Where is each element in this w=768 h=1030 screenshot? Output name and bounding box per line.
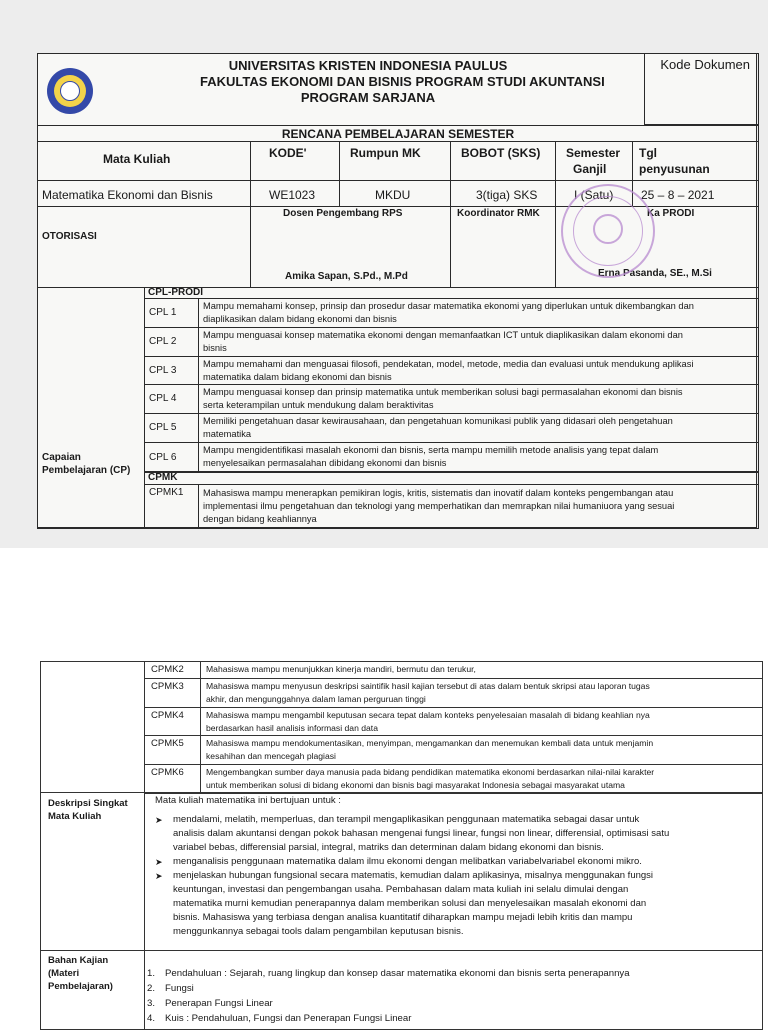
deskripsi-intro: Mata kuliah matematika ini bertujuan untuk : — [155, 795, 341, 806]
cpmk-code: CPMK5 — [151, 738, 184, 749]
kode-header: KODE' — [269, 146, 307, 160]
cpl-code: CPL 1 — [149, 307, 177, 318]
bahan-label-line3: Pembelajaran) — [48, 981, 113, 992]
university-logo — [47, 68, 93, 114]
cpl-code: CPL 2 — [149, 336, 177, 347]
tgl-header: Tgl — [639, 146, 657, 160]
cpl-prodi-header: CPL-PRODI — [148, 287, 203, 298]
deskripsi-bullet: ➤ menganalisis penggunaan matematika dalam ilmu ekonomi dengan melibatkan variabelvariabel ekonomi mikro. — [155, 856, 642, 867]
cpmk-description: Mengembangkan sumber daya manusia pada bidang pendidikan matematika ekonomi berdasarkan nilai-nilai karakter untuk memberikan solusi di bidang ekonomi dan bisnis bagi masyarakat Indonesia sebagai masyarakat utama — [200, 764, 763, 794]
rps-title: RENCANA PEMBELAJARAN SEMESTER — [281, 127, 515, 141]
faculty-stamp — [561, 184, 655, 278]
cpl-code: CPL 5 — [149, 422, 177, 433]
bahan-item: 2. Fungsi — [147, 983, 194, 994]
page-2-table — [40, 661, 762, 1024]
kaprodi-label: Ka PRODI — [647, 208, 695, 219]
faculty-name: FAKULTAS EKONOMI DAN BISNIS PROGRAM STUDI AKUNTANSI — [200, 74, 605, 89]
cpl-code: CPL 4 — [149, 393, 177, 404]
bahan-label-line2: (Materi — [48, 968, 80, 979]
course-bobot: 3(tiga) SKS — [476, 188, 538, 202]
deskripsi-bullet: ➤ mendalami, melatih, memperluas, dan terampil mengaplikasikan penggunaan matematika sebagai dasar untuk analisis dalam akuntansi dengan pokok bahasan mengenai fungsi linear, fungsi non linear, differensial, optimisasi satu variabel bebas, differensial parsial, integral, matriks dan determinan dalam bidang ekonomi dan bisnis. — [155, 814, 670, 853]
kode-dokumen-label: Kode Dokumen — [660, 57, 750, 72]
cpmk-description: Mahasiswa mampu mendokumentasikan, menyimpan, mengamankan dan menemukan kembali data untuk menjamin kesahihan dan mencegah plagiasi — [200, 735, 763, 765]
cpl-code: CPL 3 — [149, 365, 177, 376]
bobot-header: BOBOT (SKS) — [461, 146, 541, 160]
mata-kuliah-header: Mata Kuliah — [103, 152, 171, 166]
arrow-bullet-icon: ➤ — [155, 857, 163, 867]
koordinator-label: Koordinator RMK — [457, 208, 540, 219]
cpmk-code: CPMK2 — [151, 664, 184, 675]
arrow-bullet-icon: ➤ — [155, 871, 163, 881]
course-rumpun: MKDU — [375, 188, 411, 202]
deskripsi-bullet: ➤ menjelaskan hubungan fungsional secara matematis, kemudian dalam aplikasinya, misalnya menggunakan fungsi keuntungan, investasi dan pengembangan usaha. Pembahasan dalam mata kuliah ini selalu dimulai dengan matematika murni kemudian penerapannya dalam memberikan solusi dan menyelesaikan masalah ekonomi dan bisnis. Mahasiswa yang terbiasa dengan analisa kuantitatif diharapkan mampu mejadi lebih kritis dan mampu menggunkannya sebagai tools dalam pengambilan keputusan bisnis. — [155, 870, 654, 937]
bahan-item: 1. Pendahuluan : Sejarah, ruang lingkup dan konsep dasar matematika ekonomi dan bisnis serta penerapannya — [147, 968, 630, 979]
cpl-description: Memiliki pengetahuan dasar kewirausahaan, dan pengetahuan komunikasi publik yang didasari oleh pengetahuan matematika — [198, 413, 759, 443]
cpmk-code: CPMK6 — [151, 767, 184, 778]
otorisasi-label: OTORISASI — [42, 231, 97, 242]
cpl-description: Mampu memahami dan menguasai filosofi, pendekatan, model, metode, media dan evaluasi untuk mendukung aplikasi matematika dalam bidang ekonomi dan bisnis — [198, 356, 759, 385]
cpl-description: Mampu menguasai konsep dan prinsip matematika untuk memberikan solusi bagi permasalahan ekonomi dan bisnis serta keterampilan untuk mendukung dalam beraktivitas — [198, 384, 759, 414]
cpmk-description: Mahasiswa mampu menunjukkan kinerja mandiri, bermutu dan terukur, — [200, 661, 763, 679]
cpmk-code: CPMK3 — [151, 681, 184, 692]
course-code: WE1023 — [269, 188, 316, 202]
bahan-item: 4. Kuis : Pendahuluan, Fungsi dan Penerapan Fungsi Linear — [147, 1013, 412, 1024]
course-semester: I (Satu) — [574, 188, 614, 202]
rumpun-header: Rumpun MK — [350, 146, 421, 160]
deskripsi-label-line1: Deskripsi Singkat — [48, 798, 128, 809]
kaprodi-name: Erna Pasanda, SE., M.Si — [598, 268, 712, 279]
cpmk-code: CPMK4 — [151, 710, 184, 721]
cpl-description: Mampu memahami konsep, prinsip dan prosedur dasar matematika ekonomi yang diperlukan untuk dikembangkan dan diaplikasikan dalam bidang ekonomi dan bisnis — [198, 298, 759, 328]
kode-dokumen-cell — [644, 53, 759, 125]
rps-title-cell — [37, 125, 759, 142]
cp-label-line1: Capaian — [42, 452, 81, 463]
cpl-code: CPL 6 — [149, 452, 177, 463]
dosen-name: Amika Sapan, S.Pd., M.Pd — [285, 271, 408, 282]
university-name: UNIVERSITAS KRISTEN INDONESIA PAULUS — [228, 58, 508, 73]
cpmk1-desc: Mahasiswa mampu menerapkan pemikiran logis, kritis, sistematis dan inovatif dalam konteks pengembangan atau implementasi ilmu pengetahuan dan teknologi yang memperhatikan dan memrapkan nilai humaniuora yang sesuai dengan bidang keahliannya — [198, 484, 759, 529]
semester-ganjil: Ganjil — [573, 162, 607, 176]
course-name: Matematika Ekonomi dan Bisnis — [42, 188, 213, 202]
program-name: PROGRAM SARJANA — [300, 90, 436, 105]
bahan-label-line1: Bahan Kajian — [48, 955, 109, 966]
deskripsi-bullets — [155, 813, 755, 939]
penyusunan-header: penyusunan — [639, 162, 710, 176]
cp-label-line2: Pembelajaran (CP) — [42, 465, 131, 476]
semester-header: Semester — [566, 146, 621, 160]
course-date: 25 – 8 – 2021 — [641, 188, 715, 202]
cpl-description: Mampu menguasai konsep matematika ekonomi dengan memanfaatkan ICT untuk diaplikasikan dalam ekonomi dan bisnis — [198, 327, 759, 357]
bahan-kajian-list — [147, 966, 747, 1026]
cpmk-header: CPMK — [148, 472, 178, 483]
cpmk-description: Mahasiswa mampu menyusun deskripsi saintifik hasil kajian tersebut di atas dalam bentuk skripsi atau laporan tugas akhir, dan mengunggahnya dalam laman perguruan tinggi — [200, 678, 763, 708]
cpmk-description: Mahasiswa mampu mengambil keputusan secara tepat dalam konteks penyelesaian masalah di bidang keahlian nya berdasarkan hasil analisis informasi dan data — [200, 707, 763, 736]
rps-header-table — [37, 53, 757, 528]
bahan-item: 3. Penerapan Fungsi Linear — [147, 998, 273, 1009]
arrow-bullet-icon: ➤ — [155, 815, 163, 825]
cpmk1-code: CPMK1 — [149, 487, 184, 498]
dosen-label: Dosen Pengembang RPS — [283, 208, 403, 219]
deskripsi-label-line2: Mata Kuliah — [48, 811, 102, 822]
cpl-description: Mampu mengidentifikasi masalah ekonomi dan bisnis, serta mampu memilih metode analisis yang tepat dalam menyelesaikan permasalahan dibidang ekonomi dan bisnis — [198, 442, 759, 473]
